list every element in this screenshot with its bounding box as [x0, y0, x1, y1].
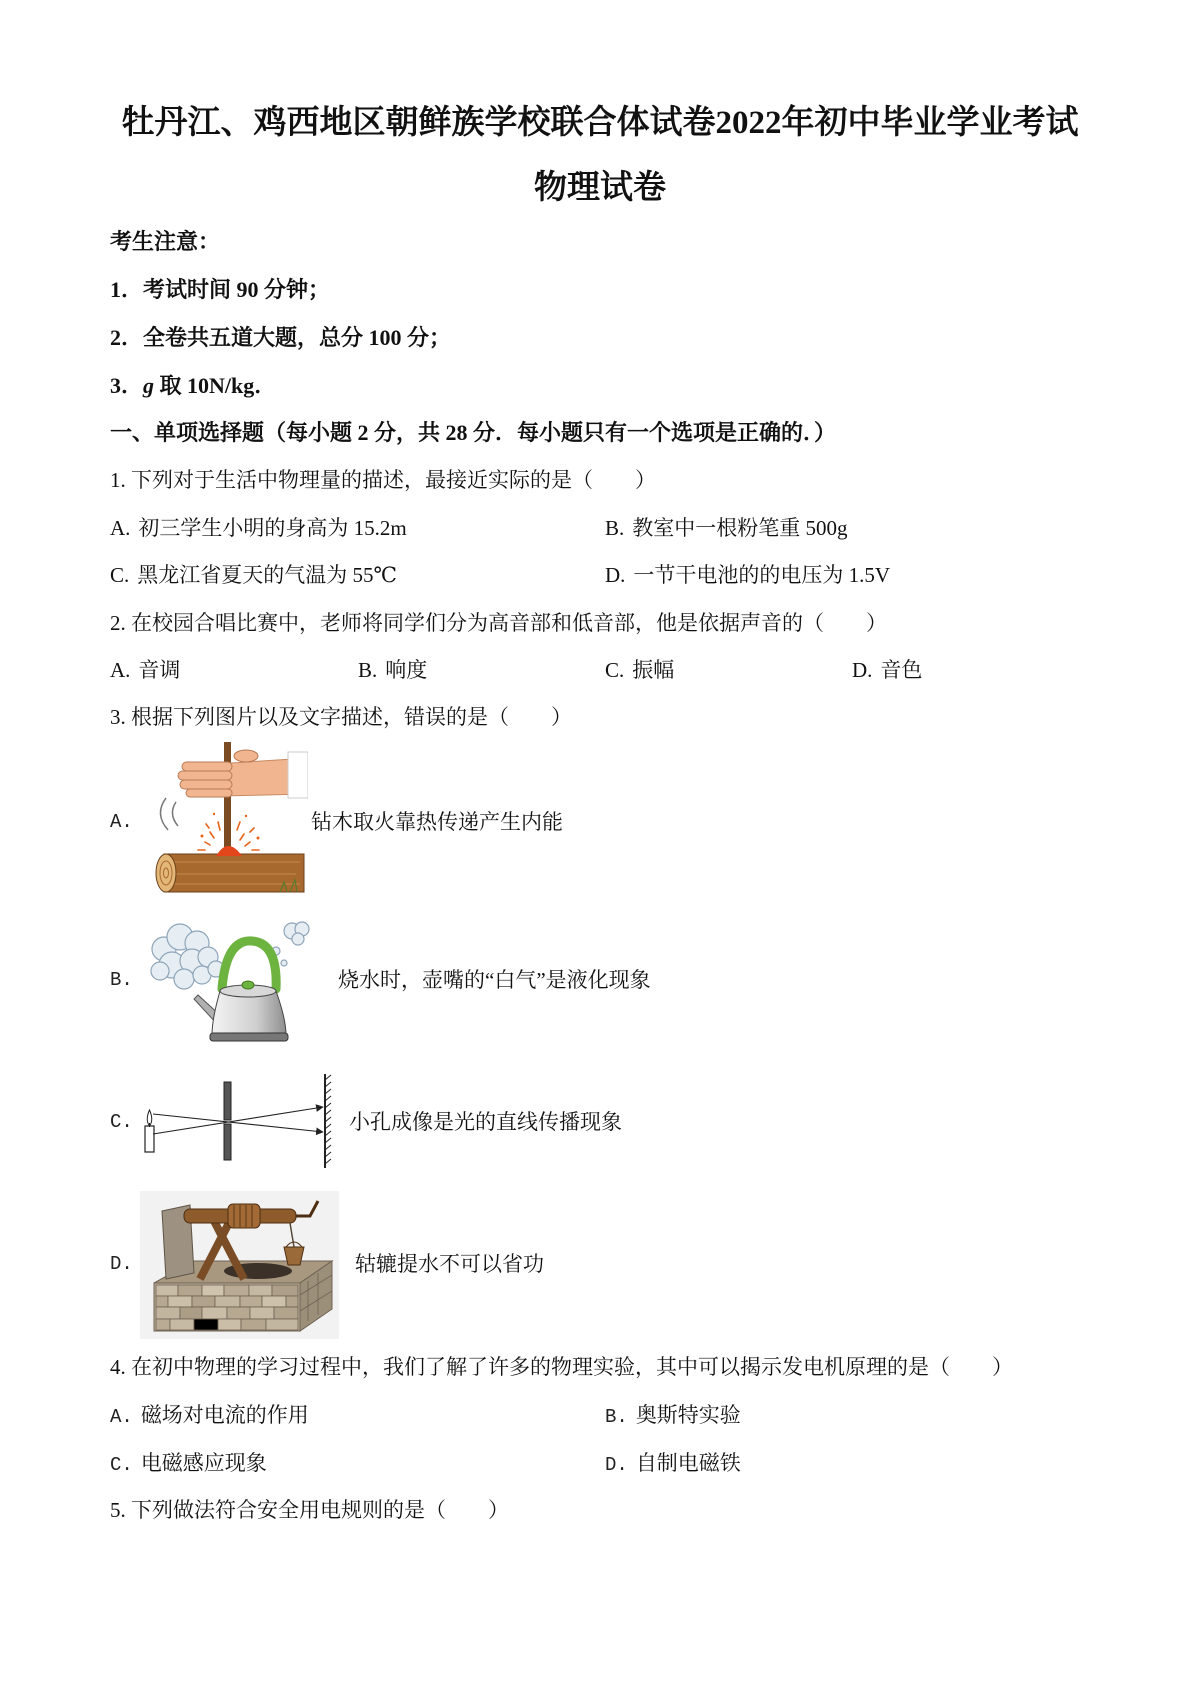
option-label: B.: [110, 969, 133, 991]
notice-item-1: 1．考试时间 90 分钟；: [110, 277, 331, 302]
option-label: D.: [605, 1454, 628, 1476]
question-stem: 2. 在校园合唱比赛中，老师将同学们分为高音部和低音部，他是依据声音的（ ）: [110, 611, 887, 635]
question-stem: 1. 下列对于生活中物理量的描述，最接近实际的是（ ）: [110, 468, 656, 492]
option-label: B.: [358, 658, 378, 682]
well-windlass-image: [140, 1191, 339, 1339]
option-text: 振幅: [632, 658, 675, 682]
option-text: 电磁感应现象: [140, 1451, 267, 1475]
option-c: [605, 655, 674, 685]
option-label: C.: [110, 563, 130, 587]
option-d: [852, 655, 922, 685]
option-text: 黑龙江省夏天的气温为 55℃: [137, 563, 398, 587]
candle-icon: [145, 1126, 154, 1152]
option-text: 一节干电池的的电压为 1.5V: [633, 563, 891, 587]
option-text: 小孔成像是光的直线传播现象: [349, 1110, 622, 1134]
drilling-wood-fire-image: [150, 742, 308, 900]
option-label: C.: [110, 1454, 133, 1476]
question-stem: 4. 在初中物理的学习过程中，我们了解了许多的物理实验，其中可以揭示发电机原理的是（ ）: [110, 1355, 1013, 1379]
option-text: 响度: [385, 658, 428, 682]
option-label: A.: [110, 516, 131, 540]
option-a: [110, 513, 407, 543]
option-label: C.: [110, 1111, 133, 1133]
exam-subtitle: 物理试卷: [534, 170, 666, 206]
option-d: [605, 1448, 741, 1480]
option-a: [110, 655, 180, 685]
option-text: 音色: [880, 658, 923, 682]
option-label: D.: [110, 1253, 133, 1275]
notice-item-3: [110, 371, 276, 401]
option-label: B.: [605, 1406, 628, 1428]
option-b: [605, 513, 848, 543]
option-text: 奥斯特实验: [635, 1403, 741, 1427]
option-d: [605, 560, 890, 590]
option-text: 教室中一根粉笔重 500g: [632, 516, 848, 540]
notice-item-3-prefix: 3．: [110, 373, 144, 398]
option-b: [358, 655, 427, 685]
option-label: D.: [852, 658, 873, 682]
option-text: 磁场对电流的作用: [140, 1403, 309, 1427]
option-text: 钻木取火靠热传递产生内能: [311, 810, 563, 834]
question-stem: 5. 下列做法符合安全用电规则的是（ ）: [110, 1498, 509, 1522]
option-label: C.: [605, 658, 625, 682]
notice-item-2: 2．全卷共五道大题，总分 100 分；: [110, 325, 452, 350]
option-text: 音调: [138, 658, 181, 682]
option-label: A.: [110, 1406, 133, 1428]
option-label: D.: [605, 563, 626, 587]
option-a: [110, 1400, 309, 1432]
option-text: 自制电磁铁: [635, 1451, 741, 1475]
pinhole-imaging-diagram: [140, 1070, 335, 1170]
section-heading: 一、单项选择题（每小题 2 分，共 28 分．每小题只有一个选项是正确的．）: [110, 420, 837, 445]
option-text: 初三学生小明的身高为 15.2m: [138, 516, 407, 540]
option-text: 轱辘提水不可以省功: [355, 1252, 544, 1276]
question-stem: 3. 根据下列图片以及文字描述，错误的是（ ）: [110, 705, 572, 729]
exam-title: 牡丹江、鸡西地区朝鲜族学校联合体试卷2022年初中毕业学业考试: [121, 105, 1079, 141]
option-b: [605, 1400, 741, 1432]
boiling-kettle-image: [142, 909, 325, 1050]
option-label: B.: [605, 516, 625, 540]
option-label: A.: [110, 658, 131, 682]
notice-item-3-suffix: 取 10N/kg．: [154, 373, 277, 398]
gravity-symbol: g: [143, 373, 155, 398]
option-c: [110, 560, 397, 590]
option-c: [110, 1448, 267, 1480]
option-text: 烧水时，壶嘴的“白气”是液化现象: [338, 968, 651, 992]
option-label: A.: [110, 811, 133, 833]
notice-heading: 考生注意：: [110, 229, 221, 254]
